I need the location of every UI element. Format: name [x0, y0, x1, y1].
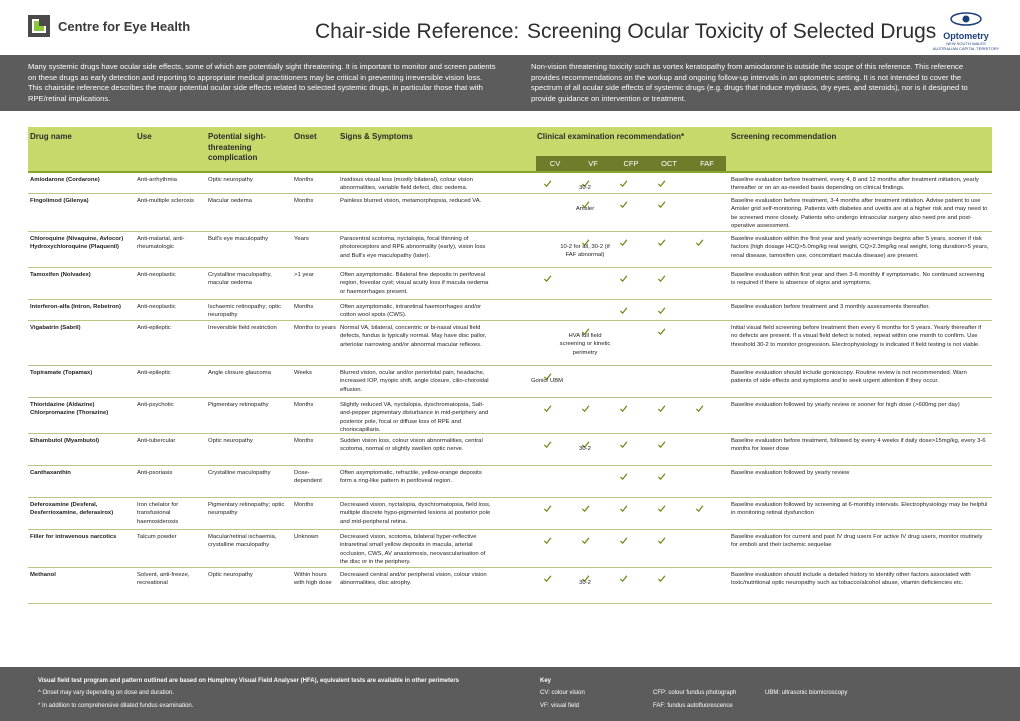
exam-note: 10-2 for all, 30-2 (if FAF abnormal)	[560, 244, 610, 259]
cell-complication: Angle closure glaucoma	[208, 370, 271, 376]
cell-drug: Ethambutol (Myambutol)	[30, 438, 100, 444]
check-icon	[581, 196, 590, 205]
table-row	[28, 268, 992, 300]
header-signs: Signs & Symptoms	[340, 132, 413, 141]
check-icon	[619, 436, 628, 445]
footer-note-main: Visual field test program and pattern outlined are based on Humphrey Visual Field Analyser (HFA), equivalent tests are available in other perimeters	[38, 678, 460, 684]
cell-complication: Crystalline maculopathy, macular oedema	[208, 272, 272, 287]
check-icon	[657, 400, 666, 409]
page-header	[0, 0, 1020, 52]
cell-complication: Optic neuropathy	[208, 438, 253, 444]
subheader-oct: OCT	[661, 159, 677, 168]
check-icon	[657, 532, 666, 541]
check-icon	[543, 436, 552, 445]
cell-screening: Initial visual field screening before treatment then every 6 months for 5 years. Yearly thereafter if no defects are present. If a visual field defect is noted, repeat within one month to confirm. Use threshold 30-2 to monitor progression. Electrophysiology is indicated if field testing is not viable.	[731, 325, 982, 348]
cell-drug: Amiodarone (Cordarone)	[30, 177, 100, 183]
cell-onset: Dose-dependent	[294, 470, 322, 485]
key-title: Key	[540, 678, 552, 684]
cell-onset: Within hours with high dose	[294, 572, 332, 587]
exam-note: Gonio/ UBM	[530, 378, 564, 384]
cell-onset: Months	[294, 438, 314, 444]
cell-screening: Baseline evaluation followed by yearly review or sooner for high dose (>600mg per day)	[731, 402, 960, 408]
cell-onset: Weeks	[294, 370, 312, 376]
cell-drug: Topiramate (Topamax)	[30, 370, 93, 376]
cell-complication: Irreversible field restriction	[208, 325, 277, 331]
cell-screening: Baseline evaluation followed by yearly review	[731, 470, 850, 476]
check-icon	[543, 532, 552, 541]
cell-drug: Deferoxamine (Desferal, Desferrioxamine, deferasirox)	[30, 502, 114, 517]
check-icon	[543, 500, 552, 509]
footer-band	[0, 667, 1020, 721]
cell-use: Anti-arrhythmia	[137, 177, 177, 183]
check-icon	[619, 270, 628, 279]
check-icon	[657, 323, 666, 332]
check-icon	[581, 234, 590, 243]
cell-use: Anti-psychotic	[137, 402, 174, 408]
cell-use: Talcum powder	[137, 534, 177, 540]
cell-complication: Pigmentary retinopathy	[208, 402, 269, 408]
check-icon	[657, 570, 666, 579]
header-clinical: Clinical examination recommendation*	[537, 132, 685, 141]
key-faf: FAF: fundus autofluorescence	[653, 703, 733, 709]
cell-drug: Canthaxanthin	[30, 470, 71, 476]
eye-icon	[949, 12, 983, 26]
intro-right-text: Non-vision threatening toxicity such as vortex keratopathy from amiodarone is outside the scope of this reference. This reference provides recommendations on the workup and ongoing follow-up intervals in an optometric setting. It is not intended to cover the spectrum of all ocular side effects of systemic drugs (e.g. drugs that induce mydriasis, dry eyes, and steroids), nor is it designed to provide guidance on intervention or treatment.	[531, 62, 968, 103]
cell-signs: Decreased central and/or peripheral vision, colour vision abnormalities, disc atrophy.	[340, 572, 487, 587]
cell-screening: Baseline evaluation within the first year and yearly screenings begins after 5 years, sooner if risk factors (high dosage HCQ>5.0mg/kg real weight, CQ>2.3mg/kg real weight, long duration>5 years, renal disease, tamoxifen use, concomitant macula disease) are present.	[731, 236, 989, 259]
cell-complication: Ischaemic retinopathy; optic neuropathy	[208, 304, 282, 319]
cell-drug: Tamoxifen (Nolvadex)	[30, 272, 91, 278]
page-title-left: Chair-side Reference:	[315, 20, 520, 43]
table-row	[28, 232, 992, 268]
cell-use: Anti-psoriasis	[137, 470, 173, 476]
cell-signs: Often asymptomatic. Bilateral fine deposits in perifoveal region, foveolar cyst; visual acuity loss if macula oedema or haemorrhages present.	[340, 272, 489, 295]
cell-screening: Baseline evaluation before treatment, every 4, 8 and 12 months after treatment initiation, yearly thereafter or on an as-needed basis depending on clinical findings.	[731, 177, 979, 192]
drug-table	[28, 127, 992, 604]
header-drug-name: Drug name	[30, 132, 72, 141]
key-cfp: CFP: colour fundus photograph	[653, 690, 737, 696]
exam-note: 30-2	[579, 446, 591, 452]
header-use: Use	[137, 132, 152, 141]
check-icon	[619, 500, 628, 509]
check-icon	[619, 234, 628, 243]
cell-onset: >1 year	[294, 272, 314, 278]
cell-signs: Sudden vision loss, colour vision abnormalities, central scotoma, normal or slightly swollen optic nerve.	[340, 438, 483, 453]
check-icon	[695, 234, 704, 243]
cell-signs: Paracentral scotoma, nyctalopia, focal thinning of photoreceptors and RPE abnormality (early), vision loss and Bull's eye maculopathy (later).	[340, 236, 486, 259]
check-icon	[581, 175, 590, 184]
cell-complication: Macular oedema	[208, 198, 252, 204]
cell-complication: Bull's eye maculopathy	[208, 236, 269, 242]
cell-complication: Pigmentary retinopathy; optic neuropathy	[208, 502, 285, 517]
exam-note: 30-2	[579, 185, 591, 191]
check-icon	[543, 368, 552, 377]
check-icon	[619, 570, 628, 579]
cell-use: Iron chelator for transfusional haemosiderosis	[137, 502, 179, 525]
subheader-vf: VF	[588, 159, 598, 168]
cell-screening: Baseline evaluation before treatment and 3 monthly assessments thereafter.	[731, 304, 930, 310]
partner-name: Optometry	[943, 31, 989, 41]
table-row	[28, 398, 992, 434]
check-icon	[657, 436, 666, 445]
cell-complication: Crystalline maculopathy	[208, 470, 271, 476]
cell-drug: Fingolimod (Gilenya)	[30, 198, 89, 204]
cell-onset: Months	[294, 402, 314, 408]
optometry-logo	[930, 12, 1002, 51]
cell-screening: Baseline evaluation should include gonioscopy. Routine review is not recommended. Warn patients of side effects and symptoms and to seek urgent attention if they occur.	[731, 370, 967, 385]
exam-note: HVA full field screening or kinetic perimetry	[559, 333, 611, 356]
check-icon	[619, 532, 628, 541]
centre-logo-icon	[28, 15, 50, 37]
check-icon	[657, 270, 666, 279]
cell-signs: Insidious visual loss (mostly bilateral), colour vision abnormalities, variable field defect, disc oedema.	[340, 177, 473, 192]
key-ubm: UBM: ultrasonic biomicroscopy	[765, 690, 848, 696]
cell-onset: Months	[294, 198, 314, 204]
cell-screening: Baseline evaluation should include a detailed history to identify other factors associated with toxic/nutritional optic neuropathy such as tobacco/alcohol abuse, vitamin deficiencies etc.	[731, 572, 971, 587]
clinical-subheader-bar	[536, 156, 726, 171]
cell-use: Anti-tubercular	[137, 438, 176, 444]
check-icon	[543, 270, 552, 279]
table-row	[28, 173, 992, 194]
header-screening: Screening recommendation	[731, 132, 837, 141]
footer-note-star: * In addition to comprehensive dilated fundus examination.	[38, 703, 194, 709]
cell-screening: Baseline evaluation before treatment, 3-4 months after treatment initiation. Advise patient to use Amsler grid self-monitoring. Patients with diabetes and uveitis are at a higher risk and may need to be screened more closely. Patients who undergo intraocular surgery also need pre and post-operative assessment.	[731, 198, 988, 230]
cell-drug: Interferon-alfa (Intron, Rebetron)	[30, 304, 121, 310]
table-row	[28, 366, 992, 398]
partner-sub-1: NEW SOUTH WALES	[946, 41, 986, 46]
cell-drug: Filler for intravenous narcotics	[30, 534, 117, 540]
table-row	[28, 466, 992, 498]
cell-drug: Vigabatrin (Sabril)	[30, 325, 81, 331]
cell-use: Anti-neoplastic	[137, 272, 176, 278]
cell-onset: Months to years	[294, 325, 336, 331]
header-onset: Onset	[294, 132, 317, 141]
cell-signs: Often asymptomatic, intraretinal haemorrhages and/or cotton wool spots (CWS).	[340, 304, 482, 319]
check-icon	[619, 302, 628, 311]
check-icon	[543, 400, 552, 409]
cell-signs: Painless blurred vision, metamorphopsia, reduced VA.	[340, 198, 482, 204]
org-name: Centre for Eye Health	[58, 19, 191, 34]
check-icon	[657, 302, 666, 311]
cell-drug: Thioridazine (Aldazine) Chlorpromazine (Thorazine)	[30, 402, 109, 417]
table-row	[28, 194, 992, 232]
check-icon	[581, 570, 590, 579]
exam-note: 30-2	[579, 580, 591, 586]
check-icon	[543, 570, 552, 579]
cell-use: Solvent, anti-freeze, recreational	[137, 572, 190, 587]
intro-left-text: Many systemic drugs have ocular side effects, some of which are potentially sight threatening. It is important to monitor and screen patients on these drugs as early detection and reporting to appropriate medical practitioners may be critical in preventing irreversible vision loss. This chairside reference describes the major potential ocular side effects related to selected systemic drugs, in particular those that with RPE/retinal implications.	[28, 62, 496, 103]
cell-use: Anti-malarial, anti-rheumatologic	[137, 236, 185, 251]
check-icon	[695, 500, 704, 509]
check-icon	[657, 234, 666, 243]
cell-onset: Months	[294, 177, 314, 183]
cell-signs: Decreased vision, scotoma, bilateral hyper-reflective intraretinal small yellow deposits in macula, arterial occlusion, CWS, AV anastomosis, neovascularisation of the disc or in the periphery.	[340, 534, 486, 566]
cell-onset: Months	[294, 304, 314, 310]
check-icon	[657, 175, 666, 184]
cell-use: Anti-multiple sclerosis	[137, 198, 194, 204]
check-icon	[543, 175, 552, 184]
subheader-cfp: CFP	[623, 159, 639, 168]
table-row	[28, 300, 992, 321]
check-icon	[619, 175, 628, 184]
cell-onset: Years	[294, 236, 309, 242]
cell-use: Anti-epileptic	[137, 370, 171, 376]
check-icon	[619, 468, 628, 477]
table-row	[28, 530, 992, 568]
cell-screening: Baseline evaluation within first year and then 3-6 monthly if symptomatic. No continued screening is required if there is absence of signs and symptoms.	[731, 272, 985, 287]
table-body	[28, 173, 992, 604]
cell-complication: Macular/retinal ischaemia, crystalline maculopathy	[208, 534, 277, 549]
cell-complication: Optic neuropathy	[208, 177, 253, 183]
table-row	[28, 321, 992, 366]
check-icon	[619, 400, 628, 409]
key-vf: VF: visual field	[540, 703, 580, 709]
table-header	[28, 127, 992, 173]
cell-screening: Baseline evaluation for current and past IV drug users For active IV drug users, monitor routinely for emboli and their ischemic sequelae	[731, 534, 983, 549]
cell-onset: Unknown	[294, 534, 319, 540]
cell-screening: Baseline evaluation followed by screening at 6-monthly intervals. Electrophysiology may be helpful in monitoring retinal dysfunction	[731, 502, 988, 517]
cell-signs: Blurred vision, ocular and/or periorbital pain, headache, increased IOP, myopic shift, angle closure, cilio-choroidal effusion.	[340, 370, 489, 393]
intro-band	[0, 55, 1020, 111]
header-complication: Potential sight-threatening complication	[208, 132, 266, 162]
table-row	[28, 568, 992, 604]
check-icon	[581, 323, 590, 332]
cell-screening: Baseline evaluation before treatment, followed by every 4 weeks if daily dose>15mg/kg, every 3-6 months for lower dose	[731, 438, 986, 453]
cell-signs: Decreased vision, nyctalopia, dyschromatopsia, field loss, multiple discrete hypo-pigmented lesions at posterior pole and mid-peripheral retina.	[340, 502, 491, 525]
page-title-right: Screening Ocular Toxicity of Selected Drugs	[527, 20, 937, 43]
cell-signs: Normal VA, bilateral, concentric or bi-nasal visual field defects, fundus is typically normal. May have disc pallor, arteriolar narrowing and/or abnormal macular reflexes.	[340, 325, 487, 348]
cell-drug: Chloroquine (Nivaquine, Avlocor) Hydroxychloroquine (Plaquenil)	[30, 236, 124, 251]
cell-signs: Slightly reduced VA, nyctalopia, dyschromatopsia, Salt-and-pepper pigmentary disturbance in mid-periphery and posterior pole, focal or diffuse loss of RPE and choriocapillaris.	[340, 402, 489, 434]
check-icon	[657, 196, 666, 205]
cell-use: Anti-epileptic	[137, 325, 171, 331]
subheader-faf: FAF	[700, 159, 714, 168]
check-icon	[695, 400, 704, 409]
footer-note-onset: ^ Onset may vary depending on dose and duration.	[38, 690, 174, 696]
check-icon	[619, 196, 628, 205]
cell-use: Anti-neoplastic	[137, 304, 176, 310]
cell-signs: Often asymptomatic, refractile, yellow-orange deposits form a ring-like pattern in perifoveal region.	[340, 470, 482, 485]
cell-complication: Optic neuropathy	[208, 572, 253, 578]
check-icon	[581, 400, 590, 409]
subheader-cv: CV	[549, 159, 561, 168]
cell-drug: Methanol	[30, 572, 56, 578]
table-row	[28, 434, 992, 466]
key-cv: CV: colour vision	[540, 690, 585, 696]
check-icon	[657, 468, 666, 477]
exam-note: Amsler	[575, 206, 595, 212]
check-icon	[581, 532, 590, 541]
cell-onset: Months	[294, 502, 314, 508]
check-icon	[581, 500, 590, 509]
table-row	[28, 498, 992, 530]
partner-sub-2: AUSTRALIAN CAPITAL TERRITORY	[932, 46, 1000, 51]
check-icon	[657, 500, 666, 509]
check-icon	[581, 436, 590, 445]
